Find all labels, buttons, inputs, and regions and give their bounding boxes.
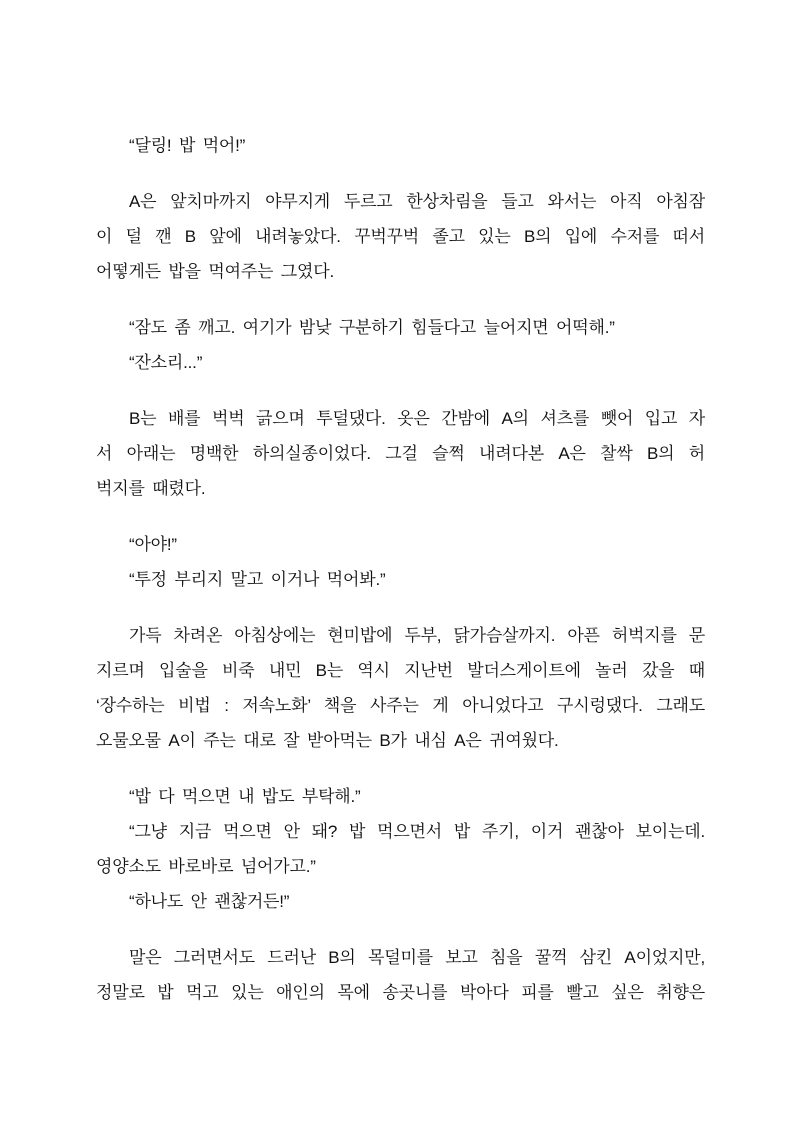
text-line: 정말로 밥 먹고 있는 애인의 목에 송곳니를 박아다 피를 빨고 싶은 취향은	[96, 983, 705, 1002]
text-line: “잠도 좀 깨고. 여기가 밤낮 구분하기 힘들다고 늘어지면 어떡해.”	[129, 318, 615, 337]
text-line: B는 배를 벅벅 긁으며 투덜댔다. 옷은 간밤에 A의 셔츠를 뺏어 입고 자	[129, 409, 705, 428]
paragraph	[96, 128, 705, 163]
text-line: 지르며 입술을 비죽 내민 B는 역시 지난번 발더스게이트에 놀러 갔을 때	[96, 661, 705, 680]
text-line: “하나도 안 괜찮거든!”	[129, 892, 290, 911]
text-line: “밥 다 먹으면 내 밥도 부탁해.”	[129, 787, 361, 806]
text-line: 오물오물 A이 주는 대로 잘 받아먹는 B가 내심 A은 귀여웠다.	[96, 731, 559, 750]
text-line: A은 앞치마까지 야무지게 두르고 한상차림을 들고 와서는 아직 아침잠	[129, 192, 705, 211]
paragraph	[96, 618, 705, 758]
text-line: 가득 차려온 아침상에는 현미밥에 두부, 닭가슴살까지. 아픈 허벅지를 문	[129, 626, 705, 645]
paragraph	[96, 779, 705, 919]
text-line: 서 아래는 명백한 하의실종이었다. 그걸 슬쩍 내려다본 A은 찰싹 B의 허	[96, 444, 705, 463]
text-line: 벅지를 때렸다.	[96, 479, 206, 498]
text-line: 이 덜 깬 B 앞에 내려놓았다. 꾸벅꾸벅 졸고 있는 B의 입에 수저를 떠서	[96, 227, 705, 246]
paragraph	[96, 401, 705, 506]
text-line: “달링! 밥 먹어!”	[129, 136, 246, 155]
text-line: ‘장수하는 비법 : 저속노화’ 책을 사주는 게 아니었다고 구시렁댔다. 그래도	[96, 696, 705, 715]
text-line: 영양소도 바로바로 넘어가고.”	[96, 857, 316, 876]
paragraph	[96, 184, 705, 289]
text-line: “아야!”	[129, 535, 177, 554]
text-line: “잔소리...”	[129, 353, 203, 372]
paragraph	[96, 310, 705, 380]
text-line: 어떻게든 밥을 먹여주는 그였다.	[96, 262, 334, 281]
text-line: 말은 그러면서도 드러난 B의 목덜미를 보고 침을 꿀꺽 삼킨 A이었지만,	[129, 948, 705, 967]
paragraph	[96, 940, 705, 1010]
text-line: “그냥 지금 먹으면 안 돼? 밥 먹으면서 밥 주기, 이거 괜찮아 보이는데.	[129, 822, 705, 841]
paragraph	[96, 527, 705, 597]
text-line: “투정 부리지 말고 이거나 먹어봐.”	[129, 570, 386, 589]
